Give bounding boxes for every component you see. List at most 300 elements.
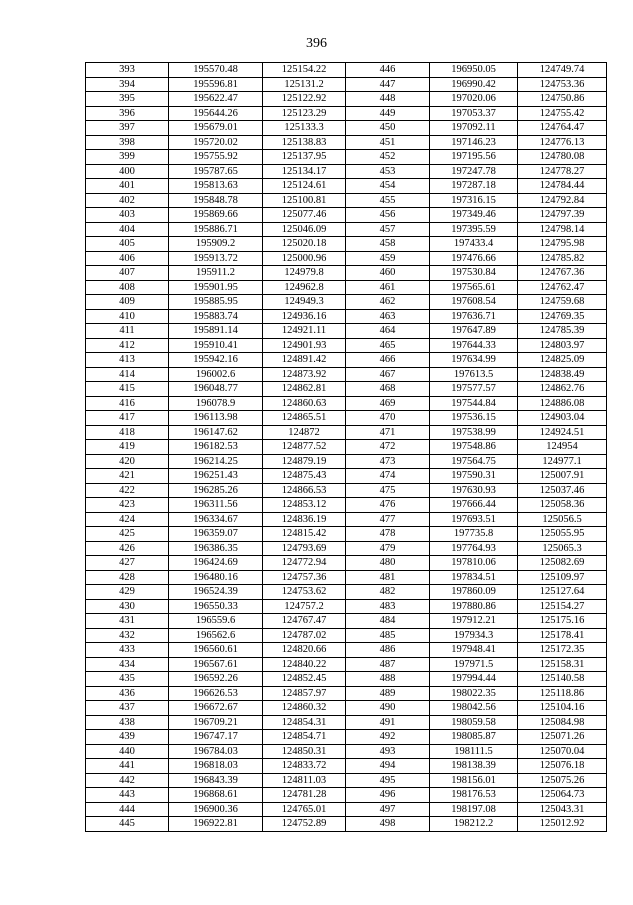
y-coordinate-cell: 124797.39 (518, 208, 607, 223)
point-number-cell: 490 (346, 701, 430, 716)
x-coordinate-cell: 197994.44 (430, 672, 518, 687)
x-coordinate-cell: 196424.69 (169, 556, 263, 571)
table-row (86, 353, 607, 368)
y-coordinate-cell: 124854.71 (263, 730, 346, 745)
y-coordinate-cell: 125134.17 (263, 164, 346, 179)
point-number-cell: 485 (346, 628, 430, 643)
point-number-cell: 471 (346, 425, 430, 440)
x-coordinate-cell: 196480.16 (169, 570, 263, 585)
point-number-cell: 467 (346, 367, 430, 382)
x-coordinate-cell: 197530.84 (430, 266, 518, 281)
point-number-cell: 436 (86, 686, 169, 701)
y-coordinate-cell: 125058.36 (518, 498, 607, 513)
point-number-cell: 473 (346, 454, 430, 469)
table-row (86, 150, 607, 165)
point-number-cell: 430 (86, 599, 169, 614)
y-coordinate-cell: 124860.63 (263, 396, 346, 411)
table-row (86, 251, 607, 266)
y-coordinate-cell: 124820.66 (263, 643, 346, 658)
table-row (86, 570, 607, 585)
table-row (86, 730, 607, 745)
y-coordinate-cell: 124769.35 (518, 309, 607, 324)
x-coordinate-cell: 195644.26 (169, 106, 263, 121)
point-number-cell: 427 (86, 556, 169, 571)
point-number-cell: 424 (86, 512, 169, 527)
point-number-cell: 420 (86, 454, 169, 469)
x-coordinate-cell: 197565.61 (430, 280, 518, 295)
y-coordinate-cell: 124924.51 (518, 425, 607, 440)
x-coordinate-cell: 195901.95 (169, 280, 263, 295)
x-coordinate-cell: 197948.41 (430, 643, 518, 658)
point-number-cell: 462 (346, 295, 430, 310)
table-row (86, 701, 607, 716)
x-coordinate-cell: 197316.15 (430, 193, 518, 208)
y-coordinate-cell: 125056.5 (518, 512, 607, 527)
point-number-cell: 404 (86, 222, 169, 237)
x-coordinate-cell: 196285.26 (169, 483, 263, 498)
point-number-cell: 415 (86, 382, 169, 397)
point-number-cell: 445 (86, 817, 169, 832)
y-coordinate-cell: 124825.09 (518, 353, 607, 368)
point-number-cell: 398 (86, 135, 169, 150)
table-row (86, 324, 607, 339)
point-number-cell: 446 (346, 63, 430, 78)
y-coordinate-cell: 125158.31 (518, 657, 607, 672)
table-row (86, 788, 607, 803)
x-coordinate-cell: 196843.39 (169, 773, 263, 788)
point-number-cell: 441 (86, 759, 169, 774)
point-number-cell: 418 (86, 425, 169, 440)
y-coordinate-cell: 125124.61 (263, 179, 346, 194)
point-number-cell: 417 (86, 411, 169, 426)
x-coordinate-cell: 197613.5 (430, 367, 518, 382)
point-number-cell: 416 (86, 396, 169, 411)
x-coordinate-cell: 196048.77 (169, 382, 263, 397)
y-coordinate-cell: 124833.72 (263, 759, 346, 774)
y-coordinate-cell: 124795.98 (518, 237, 607, 252)
point-number-cell: 407 (86, 266, 169, 281)
x-coordinate-cell: 196386.35 (169, 541, 263, 556)
y-coordinate-cell: 124962.8 (263, 280, 346, 295)
y-coordinate-cell: 125046.09 (263, 222, 346, 237)
point-number-cell: 400 (86, 164, 169, 179)
point-number-cell: 410 (86, 309, 169, 324)
point-number-cell: 405 (86, 237, 169, 252)
table-row (86, 512, 607, 527)
point-number-cell: 455 (346, 193, 430, 208)
point-number-cell: 491 (346, 715, 430, 730)
coordinates-table-body (86, 63, 607, 832)
table-row (86, 208, 607, 223)
table-row (86, 628, 607, 643)
x-coordinate-cell: 195679.01 (169, 121, 263, 136)
x-coordinate-cell: 197195.56 (430, 150, 518, 165)
y-coordinate-cell: 124749.74 (518, 63, 607, 78)
x-coordinate-cell: 197971.5 (430, 657, 518, 672)
point-number-cell: 456 (346, 208, 430, 223)
y-coordinate-cell: 125055.95 (518, 527, 607, 542)
x-coordinate-cell: 195891.14 (169, 324, 263, 339)
y-coordinate-cell: 124776.13 (518, 135, 607, 150)
table-row (86, 440, 607, 455)
point-number-cell: 397 (86, 121, 169, 136)
y-coordinate-cell: 124886.08 (518, 396, 607, 411)
y-coordinate-cell: 125154.27 (518, 599, 607, 614)
point-number-cell: 429 (86, 585, 169, 600)
y-coordinate-cell: 124778.27 (518, 164, 607, 179)
x-coordinate-cell: 195909.2 (169, 237, 263, 252)
point-number-cell: 437 (86, 701, 169, 716)
y-coordinate-cell: 124787.02 (263, 628, 346, 643)
point-number-cell: 395 (86, 92, 169, 107)
table-row (86, 527, 607, 542)
table-row (86, 309, 607, 324)
point-number-cell: 480 (346, 556, 430, 571)
y-coordinate-cell: 125020.18 (263, 237, 346, 252)
x-coordinate-cell: 195596.81 (169, 77, 263, 92)
x-coordinate-cell: 196747.17 (169, 730, 263, 745)
y-coordinate-cell: 125123.29 (263, 106, 346, 121)
x-coordinate-cell: 198042.56 (430, 701, 518, 716)
x-coordinate-cell: 196550.33 (169, 599, 263, 614)
table-row (86, 121, 607, 136)
point-number-cell: 484 (346, 614, 430, 629)
y-coordinate-cell: 124857.97 (263, 686, 346, 701)
x-coordinate-cell: 198212.2 (430, 817, 518, 832)
y-coordinate-cell: 124767.47 (263, 614, 346, 629)
point-number-cell: 393 (86, 63, 169, 78)
point-number-cell: 464 (346, 324, 430, 339)
table-row (86, 585, 607, 600)
table-row (86, 179, 607, 194)
point-number-cell: 421 (86, 469, 169, 484)
x-coordinate-cell: 196113.98 (169, 411, 263, 426)
y-coordinate-cell: 125122.92 (263, 92, 346, 107)
x-coordinate-cell: 197666.44 (430, 498, 518, 513)
x-coordinate-cell: 195869.66 (169, 208, 263, 223)
x-coordinate-cell: 196524.39 (169, 585, 263, 600)
table-row (86, 759, 607, 774)
x-coordinate-cell: 196214.25 (169, 454, 263, 469)
x-coordinate-cell: 197247.78 (430, 164, 518, 179)
point-number-cell: 426 (86, 541, 169, 556)
table-row (86, 106, 607, 121)
point-number-cell: 442 (86, 773, 169, 788)
point-number-cell: 483 (346, 599, 430, 614)
y-coordinate-cell: 124954 (518, 440, 607, 455)
x-coordinate-cell: 196251.43 (169, 469, 263, 484)
point-number-cell: 470 (346, 411, 430, 426)
page-number: 396 (306, 36, 327, 51)
y-coordinate-cell: 125043.31 (518, 802, 607, 817)
table-row (86, 657, 607, 672)
y-coordinate-cell: 125075.26 (518, 773, 607, 788)
point-number-cell: 478 (346, 527, 430, 542)
point-number-cell: 498 (346, 817, 430, 832)
y-coordinate-cell: 124875.43 (263, 469, 346, 484)
point-number-cell: 443 (86, 788, 169, 803)
table-row (86, 193, 607, 208)
table-row (86, 672, 607, 687)
x-coordinate-cell: 197349.46 (430, 208, 518, 223)
table-row (86, 367, 607, 382)
x-coordinate-cell: 197538.99 (430, 425, 518, 440)
x-coordinate-cell: 198111.5 (430, 744, 518, 759)
point-number-cell: 449 (346, 106, 430, 121)
table-row (86, 483, 607, 498)
y-coordinate-cell: 124785.39 (518, 324, 607, 339)
x-coordinate-cell: 197577.57 (430, 382, 518, 397)
x-coordinate-cell: 197092.11 (430, 121, 518, 136)
y-coordinate-cell: 125000.96 (263, 251, 346, 266)
x-coordinate-cell: 198059.58 (430, 715, 518, 730)
y-coordinate-cell: 124862.81 (263, 382, 346, 397)
x-coordinate-cell: 195622.47 (169, 92, 263, 107)
table-row (86, 469, 607, 484)
y-coordinate-cell: 124921.11 (263, 324, 346, 339)
x-coordinate-cell: 196334.67 (169, 512, 263, 527)
x-coordinate-cell: 196868.61 (169, 788, 263, 803)
y-coordinate-cell: 124753.36 (518, 77, 607, 92)
x-coordinate-cell: 196709.21 (169, 715, 263, 730)
point-number-cell: 440 (86, 744, 169, 759)
point-number-cell: 448 (346, 92, 430, 107)
y-coordinate-cell: 124772.94 (263, 556, 346, 571)
y-coordinate-cell: 125175.16 (518, 614, 607, 629)
point-number-cell: 409 (86, 295, 169, 310)
y-coordinate-cell: 124838.49 (518, 367, 607, 382)
x-coordinate-cell: 198085.87 (430, 730, 518, 745)
x-coordinate-cell: 197020.06 (430, 92, 518, 107)
point-number-cell: 479 (346, 541, 430, 556)
x-coordinate-cell: 198022.35 (430, 686, 518, 701)
x-coordinate-cell: 196990.42 (430, 77, 518, 92)
point-number-cell: 477 (346, 512, 430, 527)
point-number-cell: 422 (86, 483, 169, 498)
y-coordinate-cell: 125138.83 (263, 135, 346, 150)
x-coordinate-cell: 197644.33 (430, 338, 518, 353)
x-coordinate-cell: 195942.16 (169, 353, 263, 368)
x-coordinate-cell: 196078.9 (169, 396, 263, 411)
x-coordinate-cell: 196592.26 (169, 672, 263, 687)
y-coordinate-cell: 124792.84 (518, 193, 607, 208)
point-number-cell: 444 (86, 802, 169, 817)
point-number-cell: 468 (346, 382, 430, 397)
y-coordinate-cell: 125178.41 (518, 628, 607, 643)
y-coordinate-cell: 124780.08 (518, 150, 607, 165)
point-number-cell: 489 (346, 686, 430, 701)
point-number-cell: 431 (86, 614, 169, 629)
table-row (86, 63, 607, 78)
x-coordinate-cell: 195848.78 (169, 193, 263, 208)
point-number-cell: 492 (346, 730, 430, 745)
point-number-cell: 402 (86, 193, 169, 208)
point-number-cell: 425 (86, 527, 169, 542)
x-coordinate-cell: 197053.37 (430, 106, 518, 121)
y-coordinate-cell: 124862.76 (518, 382, 607, 397)
y-coordinate-cell: 124781.28 (263, 788, 346, 803)
x-coordinate-cell: 197608.54 (430, 295, 518, 310)
point-number-cell: 435 (86, 672, 169, 687)
table-row (86, 338, 607, 353)
x-coordinate-cell: 197735.8 (430, 527, 518, 542)
point-number-cell: 463 (346, 309, 430, 324)
point-number-cell: 459 (346, 251, 430, 266)
y-coordinate-cell: 125140.58 (518, 672, 607, 687)
x-coordinate-cell: 198197.08 (430, 802, 518, 817)
y-coordinate-cell: 124860.32 (263, 701, 346, 716)
x-coordinate-cell: 198138.39 (430, 759, 518, 774)
point-number-cell: 493 (346, 744, 430, 759)
x-coordinate-cell: 197287.18 (430, 179, 518, 194)
y-coordinate-cell: 124840.22 (263, 657, 346, 672)
y-coordinate-cell: 124936.16 (263, 309, 346, 324)
point-number-cell: 432 (86, 628, 169, 643)
y-coordinate-cell: 124815.42 (263, 527, 346, 542)
point-number-cell: 428 (86, 570, 169, 585)
x-coordinate-cell: 196562.6 (169, 628, 263, 643)
x-coordinate-cell: 197630.93 (430, 483, 518, 498)
x-coordinate-cell: 196560.61 (169, 643, 263, 658)
point-number-cell: 488 (346, 672, 430, 687)
point-number-cell: 476 (346, 498, 430, 513)
point-number-cell: 486 (346, 643, 430, 658)
y-coordinate-cell: 124767.36 (518, 266, 607, 281)
point-number-cell: 414 (86, 367, 169, 382)
point-number-cell: 451 (346, 135, 430, 150)
x-coordinate-cell: 197647.89 (430, 324, 518, 339)
table-row (86, 454, 607, 469)
table-row (86, 498, 607, 513)
y-coordinate-cell: 124798.14 (518, 222, 607, 237)
table-row (86, 92, 607, 107)
y-coordinate-cell: 124757.36 (263, 570, 346, 585)
table-row (86, 77, 607, 92)
y-coordinate-cell: 124866.53 (263, 483, 346, 498)
table-row (86, 773, 607, 788)
x-coordinate-cell: 197536.15 (430, 411, 518, 426)
y-coordinate-cell: 124793.69 (263, 541, 346, 556)
x-coordinate-cell: 195755.92 (169, 150, 263, 165)
x-coordinate-cell: 195885.95 (169, 295, 263, 310)
x-coordinate-cell: 196818.03 (169, 759, 263, 774)
y-coordinate-cell: 124757.2 (263, 599, 346, 614)
x-coordinate-cell: 197810.06 (430, 556, 518, 571)
x-coordinate-cell: 197433.4 (430, 237, 518, 252)
y-coordinate-cell: 125118.86 (518, 686, 607, 701)
table-row (86, 541, 607, 556)
y-coordinate-cell: 124750.86 (518, 92, 607, 107)
point-number-cell: 406 (86, 251, 169, 266)
y-coordinate-cell: 125133.3 (263, 121, 346, 136)
y-coordinate-cell: 124877.52 (263, 440, 346, 455)
y-coordinate-cell: 124752.89 (263, 817, 346, 832)
x-coordinate-cell: 196922.81 (169, 817, 263, 832)
x-coordinate-cell: 196567.61 (169, 657, 263, 672)
x-coordinate-cell: 196784.03 (169, 744, 263, 759)
x-coordinate-cell: 197693.51 (430, 512, 518, 527)
x-coordinate-cell: 196359.07 (169, 527, 263, 542)
y-coordinate-cell: 124762.47 (518, 280, 607, 295)
point-number-cell: 472 (346, 440, 430, 455)
x-coordinate-cell: 198156.01 (430, 773, 518, 788)
table-row (86, 802, 607, 817)
y-coordinate-cell: 125104.16 (518, 701, 607, 716)
y-coordinate-cell: 124785.82 (518, 251, 607, 266)
table-row (86, 164, 607, 179)
point-number-cell: 475 (346, 483, 430, 498)
point-number-cell: 447 (346, 77, 430, 92)
y-coordinate-cell: 125137.95 (263, 150, 346, 165)
x-coordinate-cell: 197548.86 (430, 440, 518, 455)
table-row (86, 237, 607, 252)
table-row (86, 744, 607, 759)
x-coordinate-cell: 195910.41 (169, 338, 263, 353)
y-coordinate-cell: 125082.69 (518, 556, 607, 571)
x-coordinate-cell: 197880.86 (430, 599, 518, 614)
x-coordinate-cell: 195720.02 (169, 135, 263, 150)
x-coordinate-cell: 196672.67 (169, 701, 263, 716)
point-number-cell: 408 (86, 280, 169, 295)
x-coordinate-cell: 195911.2 (169, 266, 263, 281)
y-coordinate-cell: 124836.19 (263, 512, 346, 527)
x-coordinate-cell: 195787.65 (169, 164, 263, 179)
y-coordinate-cell: 124852.45 (263, 672, 346, 687)
y-coordinate-cell: 124764.47 (518, 121, 607, 136)
x-coordinate-cell: 195886.71 (169, 222, 263, 237)
table-row (86, 222, 607, 237)
point-number-cell: 465 (346, 338, 430, 353)
point-number-cell: 396 (86, 106, 169, 121)
y-coordinate-cell: 125037.46 (518, 483, 607, 498)
y-coordinate-cell: 124891.42 (263, 353, 346, 368)
x-coordinate-cell: 196311.56 (169, 498, 263, 513)
x-coordinate-cell: 197634.99 (430, 353, 518, 368)
y-coordinate-cell: 125154.22 (263, 63, 346, 78)
point-number-cell: 403 (86, 208, 169, 223)
x-coordinate-cell: 195570.48 (169, 63, 263, 78)
y-coordinate-cell: 124811.03 (263, 773, 346, 788)
y-coordinate-cell: 124949.3 (263, 295, 346, 310)
point-number-cell: 433 (86, 643, 169, 658)
table-row (86, 411, 607, 426)
x-coordinate-cell: 196559.6 (169, 614, 263, 629)
point-number-cell: 481 (346, 570, 430, 585)
x-coordinate-cell: 195813.63 (169, 179, 263, 194)
x-coordinate-cell: 196626.53 (169, 686, 263, 701)
point-number-cell: 497 (346, 802, 430, 817)
point-number-cell: 461 (346, 280, 430, 295)
point-number-cell: 482 (346, 585, 430, 600)
x-coordinate-cell: 196002.6 (169, 367, 263, 382)
y-coordinate-cell: 124977.1 (518, 454, 607, 469)
point-number-cell: 457 (346, 222, 430, 237)
point-number-cell: 439 (86, 730, 169, 745)
y-coordinate-cell: 124865.51 (263, 411, 346, 426)
y-coordinate-cell: 124850.31 (263, 744, 346, 759)
point-number-cell: 458 (346, 237, 430, 252)
y-coordinate-cell: 125077.46 (263, 208, 346, 223)
y-coordinate-cell: 124903.04 (518, 411, 607, 426)
y-coordinate-cell: 125109.97 (518, 570, 607, 585)
y-coordinate-cell: 125007.91 (518, 469, 607, 484)
y-coordinate-cell: 125076.18 (518, 759, 607, 774)
point-number-cell: 411 (86, 324, 169, 339)
point-number-cell: 450 (346, 121, 430, 136)
y-coordinate-cell: 124873.92 (263, 367, 346, 382)
table-row (86, 295, 607, 310)
point-number-cell: 438 (86, 715, 169, 730)
